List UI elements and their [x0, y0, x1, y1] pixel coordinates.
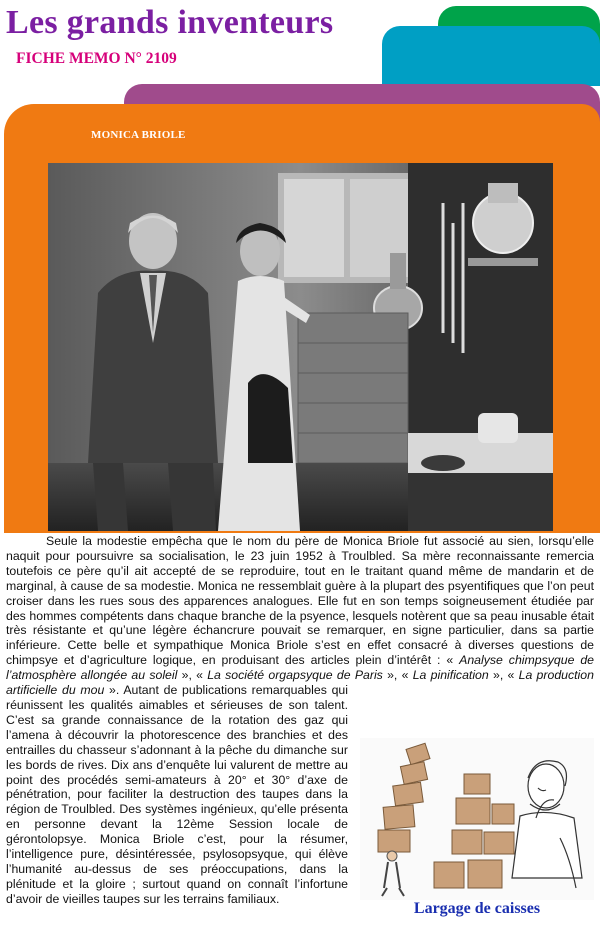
separator: », «: [488, 668, 519, 683]
article-text-part2: ». Autant de publications remarquables qui réunissent les qualités aimables et sérieuses de son talent. C’est sa grande connaissance de la rotation des gaz qui l’amena à découvrir la photorescence des branchies et des entrailles du chasseur s’adonnant à la pêche du dimanche sur les bords de rives. Dix ans d’enquête lui valurent de mettre au point des procédés semi-amateurs à 20° et 30° d’axe de pénétration, pour faciliter la destruction des taupes dans la région de Troulbled. Des systèmes ingénieux, qu’elle présenta en personne devant la 12ème Session locale de gérontolopsye. Monica Briole c’est, pour la résumer, l’intelligence pure, désintéressée, psylosopsyque, qui élève l’humanité au-dessus de ses préoccupations, dans la plénitude et la gloire ; surtout quand on connaît l’infortune d’avoir de vieilles taupes sur les terrains familiaux.: [6, 683, 348, 906]
separator: », «: [382, 668, 413, 683]
memo-number: FICHE MEMO N° 2109: [16, 50, 177, 67]
subject-name: MONICA BRIOLE: [91, 129, 186, 141]
publication-title: La société orgapsyque de Paris: [207, 668, 383, 683]
publication-title: La production artificielle du mou: [6, 668, 594, 698]
article-text-part1: Seule la modestie empêcha que le nom du père de Monica Briole fut associé au sien, lorsqu’elle naquit pour poursuivre sa socialisation, le 23 juin 1952 à Troulbled. Sa mère reconnaissante remercia toutefois ce père qu’il ait accepté de se reproduire, tout en le traitant quand même de mandarin et de marginal, à cause de sa modestie. Monica ne ressemblait guère à la plupart des psyentifiques que l’on peut croiser dans les rues sous des apparences analogues. Elle fut en son temps soigneusement étudiée par des hommes compétents dans chaque branche de la psyence, lesquels notèrent que sa peau inusable était très résistante et qu’une légère échancrure pouvait se remarquer, en signe particulier, dans sa partie inférieure. Cette belle et sympathique Monica Briole s’est en effet consacré à diverses questions de chimpsye et d’agriculture logique, en produisant des articles plein d’intérêt : «: [6, 534, 594, 668]
folder-tab-cyan: [382, 26, 600, 86]
lab-photo: [48, 163, 553, 531]
publication-title: Analyse chimpsyque de l’atmosphère allongée au soleil: [6, 653, 594, 683]
illustration-caption: Largage de caisses: [413, 900, 541, 917]
publication-title: La pinification: [412, 668, 489, 683]
boxes-illustration: [360, 738, 594, 900]
separator: », «: [177, 668, 208, 683]
page-title: Les grands inventeurs: [6, 4, 334, 41]
